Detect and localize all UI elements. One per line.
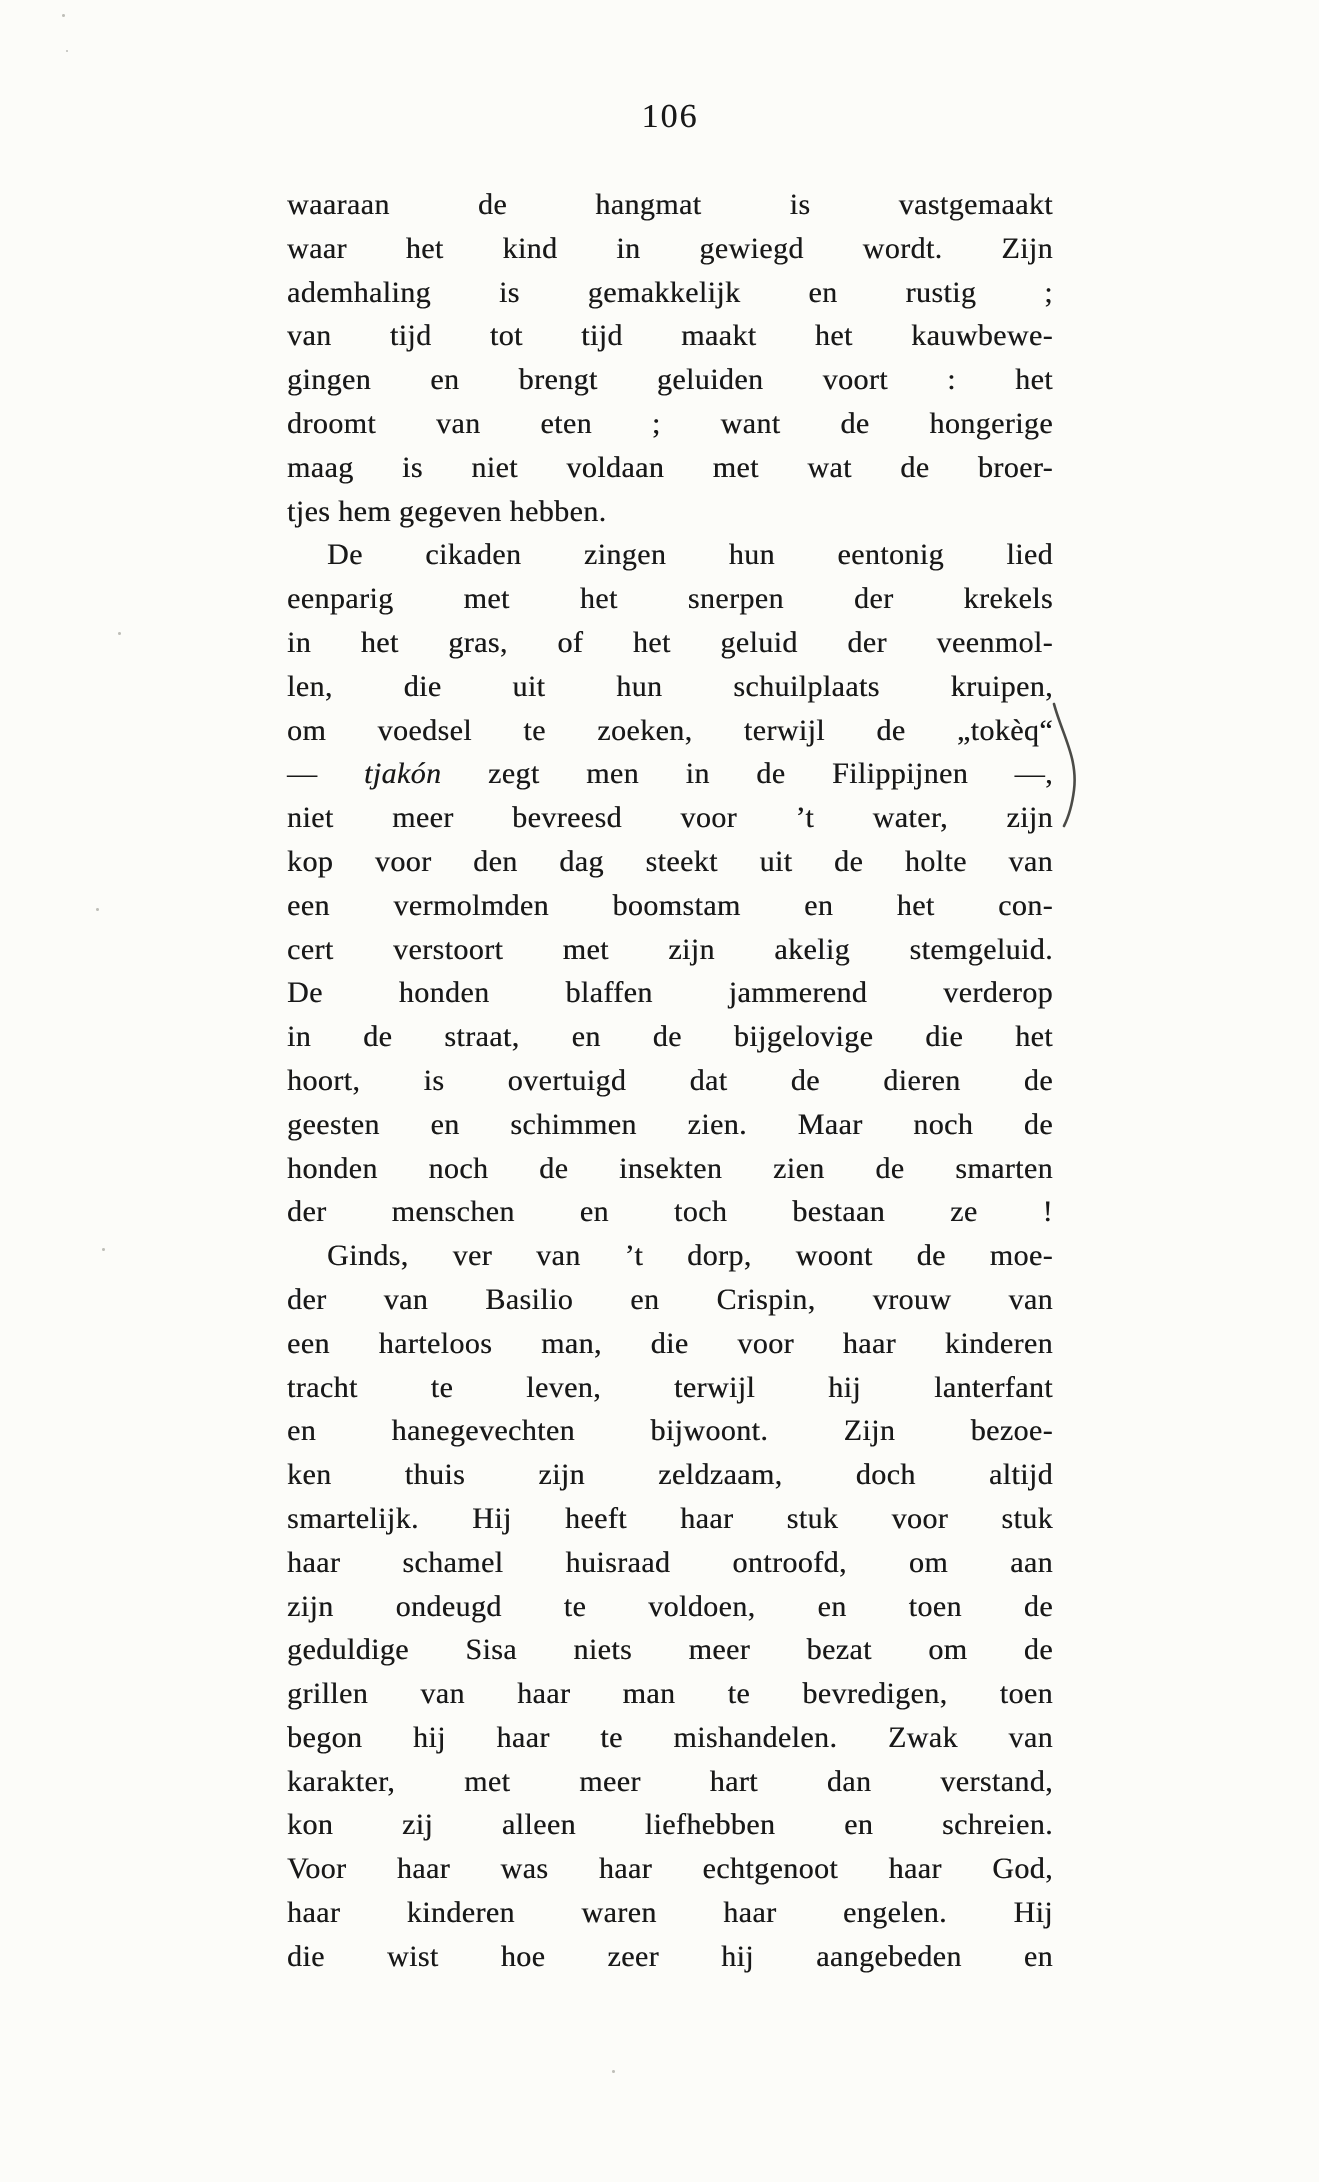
text-line: begon hij haar te mishandelen. Zwak van (287, 1720, 1053, 1754)
text-line: een harteloos man, die voor haar kinderen (287, 1326, 1053, 1360)
page-number: 106 (641, 98, 699, 135)
text-line: droomt van eten ; want de hongerige (287, 406, 1053, 440)
text-line: niet meer bevreesd voor ’t water, zijn (287, 801, 1053, 835)
text-line: geduldige Sisa niets meer bezat om de (287, 1633, 1053, 1667)
text-segment: — (287, 757, 364, 791)
scan-speck (612, 2070, 615, 2073)
scan-speck (102, 1248, 105, 1251)
text-line: die wist hoe zeer hij aangebeden en (287, 1939, 1053, 1973)
text-line: waaraan de hangmat is vastgemaakt (287, 188, 1053, 221)
text-line: in de straat, en de bijgelovige die het (287, 1020, 1053, 1054)
margin-pen-mark (1046, 700, 1094, 830)
text-line (287, 752, 1053, 796)
text-line: tjes hem gegeven hebben. (287, 494, 607, 528)
text-block (287, 183, 1053, 1979)
text-line: der van Basilio en Crispin, vrouw van (287, 1282, 1053, 1316)
text-line: van tijd tot tijd maakt het kauwbewe- (287, 319, 1053, 353)
text-line: geesten en schimmen zien. Maar noch de (287, 1107, 1053, 1141)
text-line: De cikaden zingen hun eentonig lied (327, 538, 1053, 572)
scan-speck (118, 632, 121, 635)
text-segment: zegt men in de Filippijnen —, (441, 757, 1053, 791)
scan-speck (66, 50, 68, 52)
text-line: kon zij alleen liefhebben en schreien. (287, 1808, 1053, 1842)
text-line: maag is niet voldaan met wat de broer- (287, 450, 1053, 484)
text-line: smartelijk. Hij heeft haar stuk voor stuk (287, 1501, 1053, 1535)
italic-word: tjakón (364, 757, 442, 791)
scan-speck (96, 908, 99, 911)
text-line: in het gras, of het geluid der veenmol- (287, 625, 1053, 659)
text-line: ademhaling is gemakkelijk en rustig ; (287, 275, 1053, 309)
text-line: grillen van haar man te bevredigen, toen (287, 1677, 1053, 1711)
text-line: kop voor den dag steekt uit de holte van (287, 844, 1053, 878)
text-line: en hanegevechten bijwoont. Zijn bezoe- (287, 1414, 1053, 1448)
text-line: Ginds, ver van ’t dorp, woont de moe- (327, 1239, 1053, 1273)
text-line: waar het kind in gewiegd wordt. Zijn (287, 231, 1053, 265)
text-line: len, die uit hun schuilplaats kruipen, (287, 669, 1053, 703)
text-line: tracht te leven, terwijl hij lanterfant (287, 1370, 1053, 1404)
text-line: ken thuis zijn zeldzaam, doch altijd (287, 1458, 1053, 1492)
text-line: gingen en brengt geluiden voort : het (287, 363, 1053, 397)
text-line: haar kinderen waren haar engelen. Hij (287, 1896, 1053, 1930)
text-line: een vermolmden boomstam en het con- (287, 888, 1053, 922)
text-line: cert verstoort met zijn akelig stemgeluid. (287, 932, 1053, 966)
text-line: De honden blaffen jammerend verderop (287, 976, 1053, 1010)
text-line: hoort, is overtuigd dat de dieren de (287, 1063, 1053, 1097)
text-line: Voor haar was haar echtgenoot haar God, (287, 1852, 1053, 1886)
text-line: der menschen en toch bestaan ze ! (287, 1195, 1053, 1229)
text-line: om voedsel te zoeken, terwijl de „tokèq“ (287, 713, 1053, 747)
text-line: haar schamel huisraad ontroofd, om aan (287, 1545, 1053, 1579)
text-line: eenparig met het snerpen der krekels (287, 582, 1053, 616)
scan-speck (62, 14, 65, 17)
text-line: honden noch de insekten zien de smarten (287, 1151, 1053, 1185)
text-line: karakter, met meer hart dan verstand, (287, 1764, 1053, 1798)
text-line: zijn ondeugd te voldoen, en toen de (287, 1589, 1053, 1623)
